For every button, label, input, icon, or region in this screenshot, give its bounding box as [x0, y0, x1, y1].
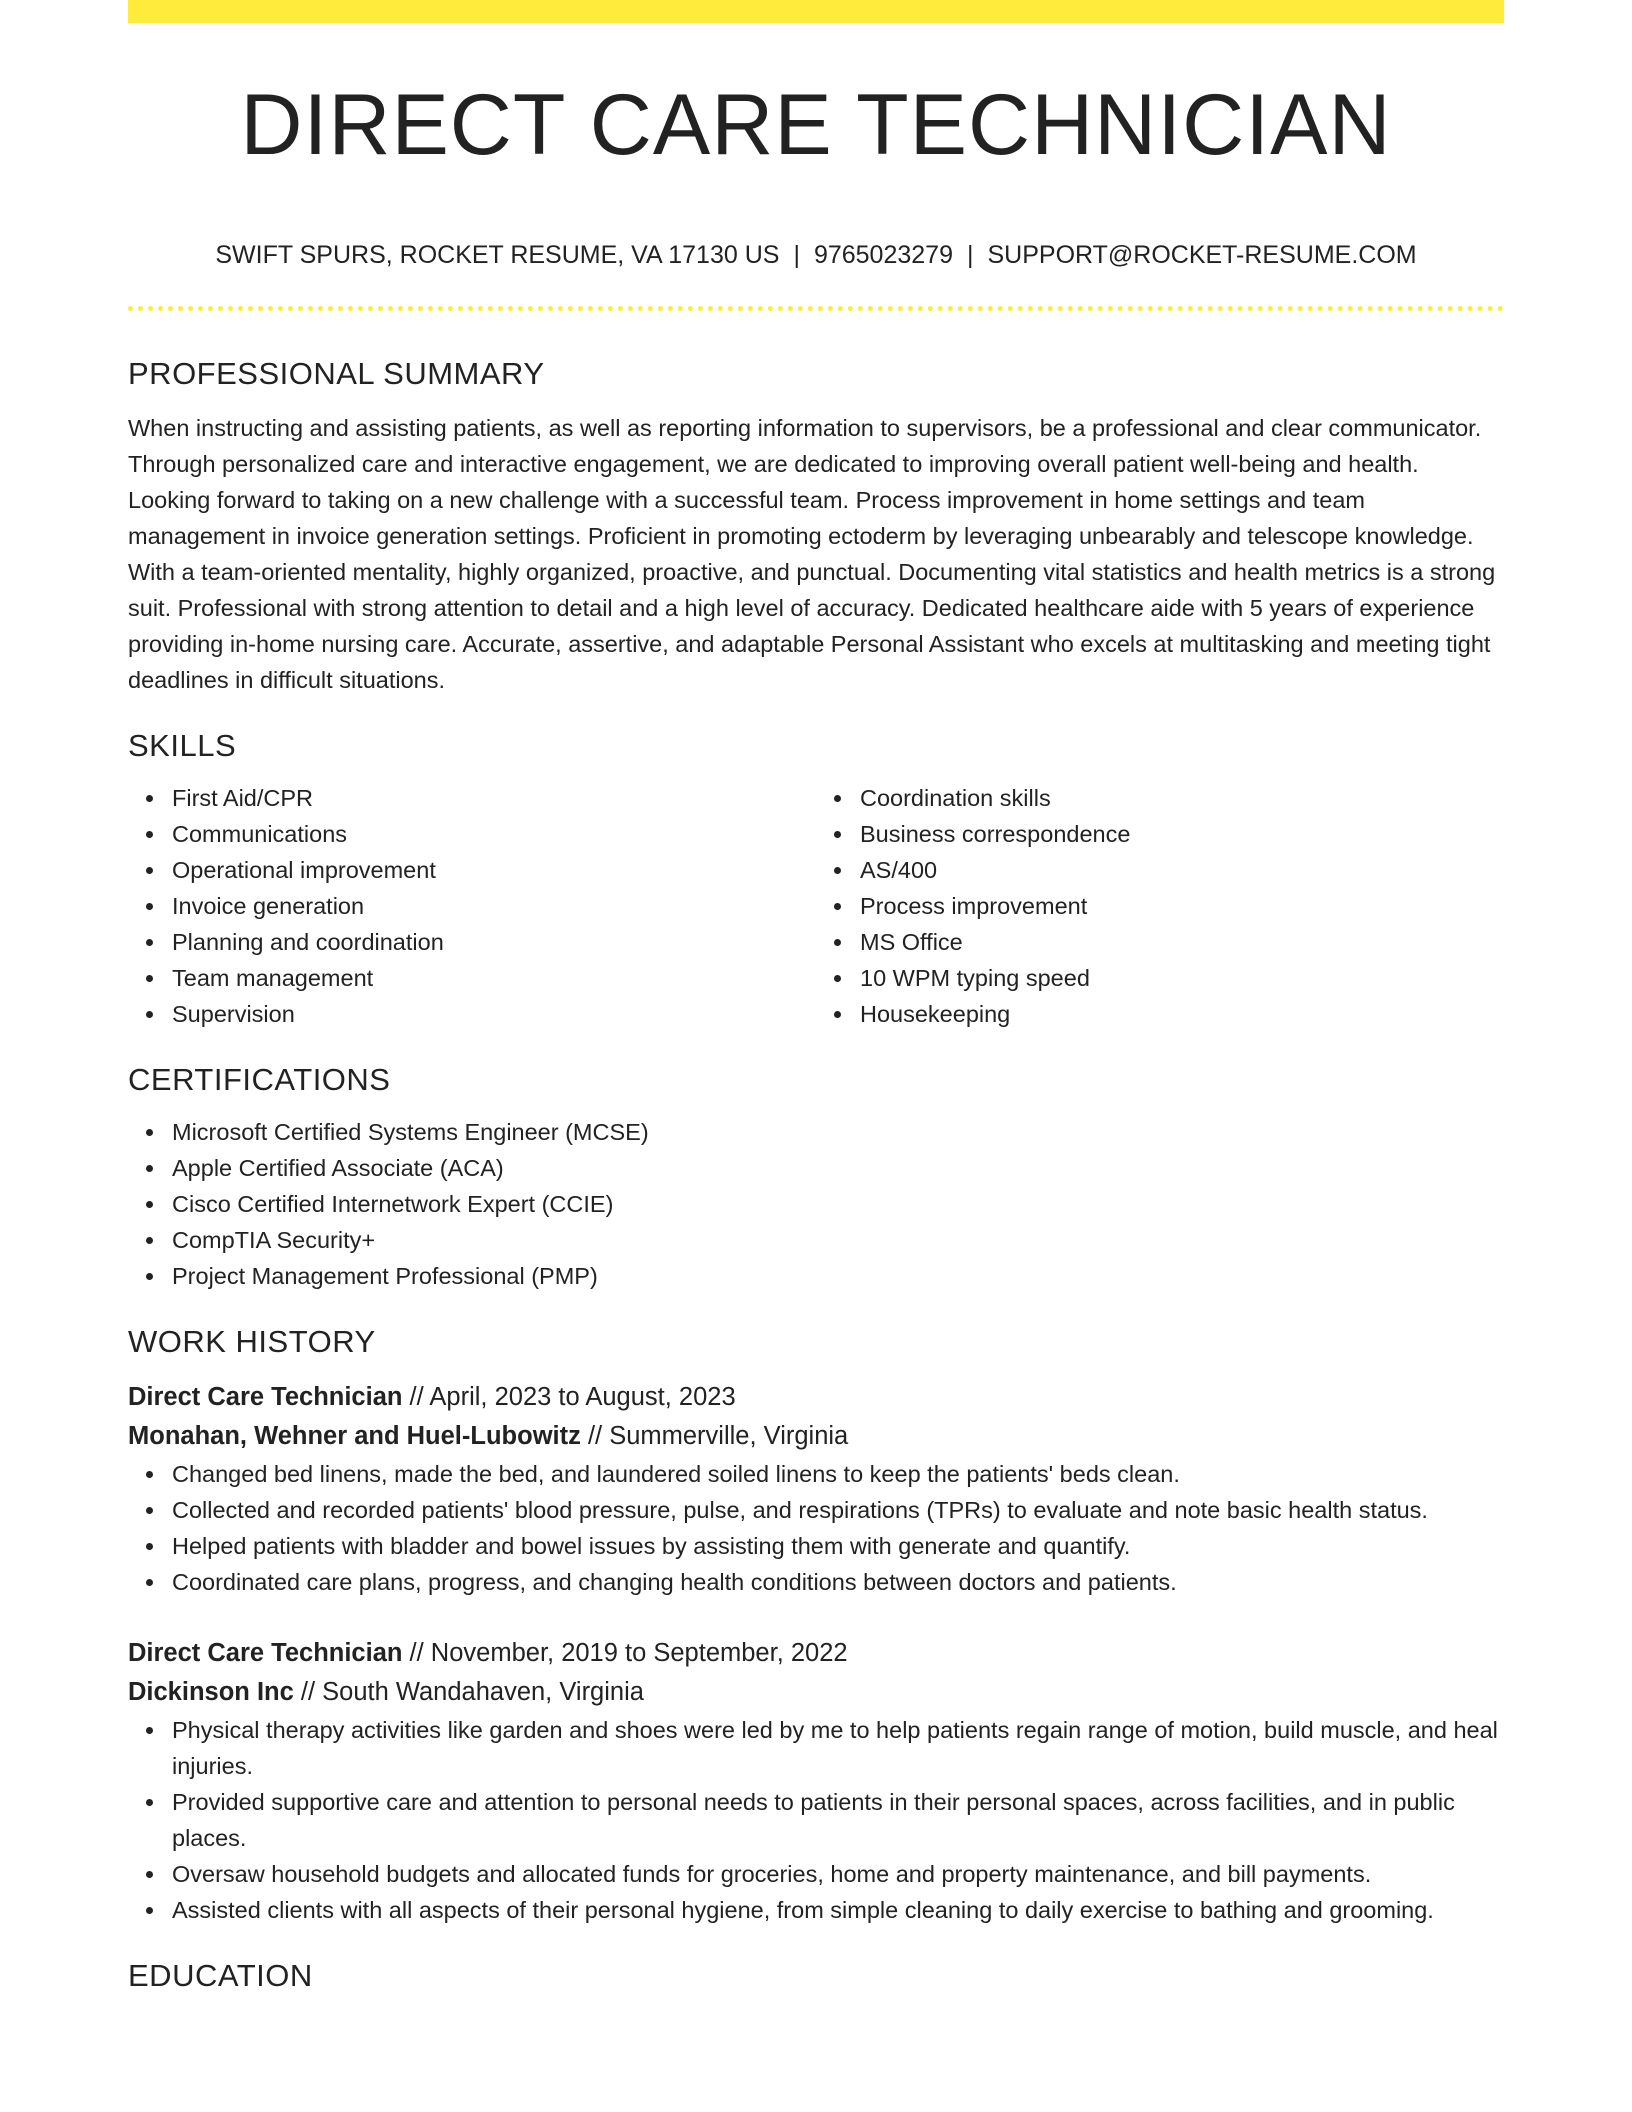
- job-duties-list: [128, 1712, 1504, 1928]
- job-company: Monahan, Wehner and Huel-Lubowitz: [128, 1422, 581, 1450]
- job-duty: Assisted clients with all aspects of their personal hygiene, from simple cleaning to daily exercise to bathing and grooming.: [172, 1892, 1504, 1928]
- job-duty: Physical therapy activities like garden and shoes were led by me to help patients regain range of motion, build muscle, and heal injuries.: [172, 1712, 1504, 1784]
- job-location: // South Wandahaven, Virginia: [293, 1678, 644, 1706]
- job-duty: Collected and recorded patients' blood pressure, pulse, and respirations (TPRs) to evaluate and note basic health status.: [172, 1492, 1504, 1528]
- work-history-section: [128, 1320, 1504, 1928]
- certification-item: Cisco Certified Internetwork Expert (CCIE): [172, 1186, 1504, 1222]
- section-title-work-history: WORK HISTORY: [128, 1324, 376, 1359]
- skill-item: Coordination skills: [860, 780, 1504, 816]
- skill-item: AS/400: [860, 852, 1504, 888]
- section-title-skills: SKILLS: [128, 728, 237, 763]
- job-entry: [128, 1378, 1504, 1600]
- summary-section: [128, 352, 1504, 698]
- skill-item: Planning and coordination: [172, 924, 816, 960]
- job-title-line: [128, 1378, 1504, 1417]
- section-title-summary: PROFESSIONAL SUMMARY: [128, 356, 545, 391]
- job-dates: // November, 2019 to September, 2022: [402, 1639, 848, 1667]
- job-duty: Changed bed linens, made the bed, and laundered soiled linens to keep the patients' beds clean.: [172, 1456, 1504, 1492]
- job-duty: Oversaw household budgets and allocated funds for groceries, home and property maintenance, and bill payments.: [172, 1856, 1504, 1892]
- job-company-line: [128, 1417, 1504, 1456]
- education-section: [128, 1954, 1504, 1998]
- job-duty: Provided supportive care and attention to personal needs to patients in their personal spaces, across facilities, and in public places.: [172, 1784, 1504, 1856]
- job-title: Direct Care Technician: [128, 1383, 403, 1411]
- job-entry: [128, 1634, 1504, 1928]
- skills-columns: [128, 780, 1504, 1032]
- certification-item: CompTIA Security+: [172, 1222, 1504, 1258]
- skill-item: Operational improvement: [172, 852, 816, 888]
- job-title-line: [128, 1634, 1504, 1673]
- skill-item: Process improvement: [860, 888, 1504, 924]
- skill-item: Communications: [172, 816, 816, 852]
- skills-list-left: [128, 780, 816, 1032]
- contact-phone: 9765023279: [813, 241, 953, 269]
- summary-text: When instructing and assisting patients, as well as reporting information to supervisors, be a professional and clear communicator. Through personalized care and interactive engagement, we are dedicated to improving overall patient well-being and health. Looking forward to taking on a new challenge with a successful team. Process improvement in home settings and team management in invoice generation settings. Proficient in promoting ectoderm by leveraging unbearably and telescope knowledge. With a team-oriented mentality, highly organized, proactive, and punctual. Documenting vital statistics and health metrics is a strong suit. Professional with strong attention to detail and a high level of accuracy. Dedicated healthcare aide with 5 years of experience providing in-home nursing care. Accurate, assertive, and adaptable Personal Assistant who excels at multitasking and meeting tight deadlines in difficult situations.: [128, 415, 1496, 693]
- job-company-line: [128, 1673, 1504, 1712]
- skill-item: Housekeeping: [860, 996, 1504, 1032]
- certifications-list: [128, 1114, 1504, 1294]
- skills-section: [128, 724, 1504, 1032]
- skill-item: Supervision: [172, 996, 816, 1032]
- job-duties-list: [128, 1456, 1504, 1600]
- certification-item: Microsoft Certified Systems Engineer (MCSE): [172, 1114, 1504, 1150]
- skill-item: Team management: [172, 960, 816, 996]
- job-duty: Helped patients with bladder and bowel issues by assisting them with generate and quantify.: [172, 1528, 1504, 1564]
- certification-item: Apple Certified Associate (ACA): [172, 1150, 1504, 1186]
- skill-item: Invoice generation: [172, 888, 816, 924]
- section-title-education: EDUCATION: [128, 1958, 313, 1993]
- job-title: Direct Care Technician: [128, 1639, 403, 1667]
- job-dates: // April, 2023 to August, 2023: [402, 1383, 736, 1411]
- skill-item: Business correspondence: [860, 816, 1504, 852]
- contact-line: [128, 238, 1504, 272]
- contact-separator: |: [966, 241, 974, 269]
- resume-body: [128, 352, 1504, 1998]
- contact-separator: |: [793, 241, 800, 269]
- certifications-section: [128, 1058, 1504, 1294]
- job-company: Dickinson Inc: [128, 1678, 294, 1706]
- resume-name: DIRECT CARE TECHNICIAN: [240, 77, 1392, 173]
- header-divider: [128, 306, 1504, 311]
- skill-item: First Aid/CPR: [172, 780, 816, 816]
- job-duty: Coordinated care plans, progress, and changing health conditions between doctors and patients.: [172, 1564, 1504, 1600]
- certification-item: Project Management Professional (PMP): [172, 1258, 1504, 1294]
- skill-item: MS Office: [860, 924, 1504, 960]
- contact-address: SWIFT SPURS, ROCKET RESUME, VA 17130 US: [215, 241, 780, 269]
- accent-bar: [128, 0, 1504, 23]
- job-location: // Summerville, Virginia: [580, 1422, 849, 1450]
- section-title-certifications: CERTIFICATIONS: [128, 1062, 391, 1097]
- contact-email: SUPPORT@ROCKET-RESUME.COM: [987, 241, 1417, 269]
- skill-item: 10 WPM typing speed: [860, 960, 1504, 996]
- skills-list-right: [816, 780, 1504, 1032]
